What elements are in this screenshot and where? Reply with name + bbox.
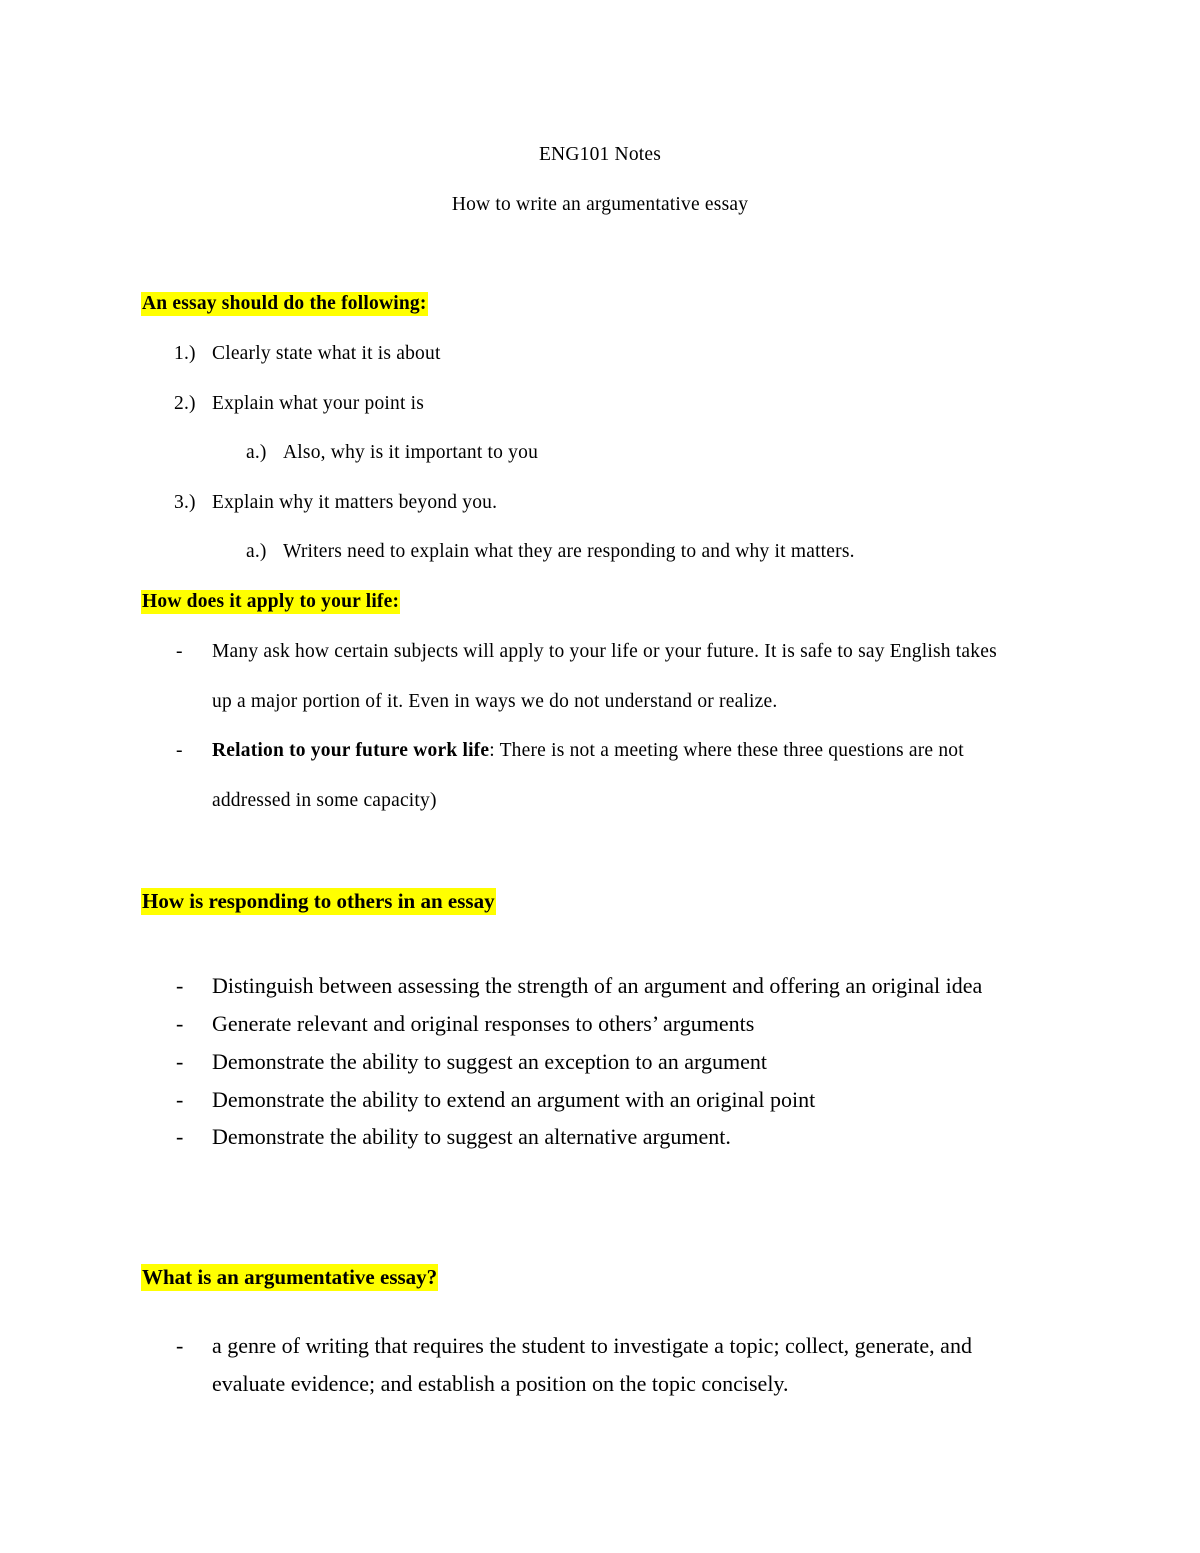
list-item: Explain what your point is bbox=[212, 393, 425, 414]
bullet-text-line: Relation to your future work life: There is not a meeting where these three questions are not bbox=[212, 740, 964, 761]
list-item: Clearly state what it is about bbox=[212, 343, 441, 364]
list-marker: 2.) bbox=[174, 393, 196, 414]
list-marker: a.) bbox=[246, 541, 267, 562]
bullet-marker: - bbox=[176, 1087, 184, 1112]
bullet-text-line: up a major portion of it. Even in ways we do not understand or realize. bbox=[212, 691, 778, 712]
list-item: Explain why it matters beyond you. bbox=[212, 492, 498, 513]
bullet-marker: - bbox=[176, 1124, 184, 1149]
list-item: Demonstrate the ability to suggest an alternative argument. bbox=[212, 1124, 731, 1149]
bold-label: Relation to your future work life bbox=[212, 740, 490, 761]
list-marker: 1.) bbox=[174, 343, 196, 364]
bullet-text-line: a genre of writing that requires the student to investigate a topic; collect, generate, and bbox=[212, 1333, 972, 1358]
bullet-marker: - bbox=[176, 740, 183, 761]
document-subtitle: How to write an argumentative essay bbox=[451, 194, 749, 215]
list-item: Generate relevant and original responses to others’ arguments bbox=[212, 1011, 755, 1036]
bullet-text-line: Many ask how certain subjects will apply to your life or your future. It is safe to say English takes bbox=[212, 641, 997, 662]
bullet-text-line: addressed in some capacity) bbox=[212, 790, 437, 811]
section-heading-definition: What is an argumentative essay? bbox=[142, 1265, 438, 1289]
document-title: ENG101 Notes bbox=[538, 144, 662, 165]
list-item: Also, why is it important to you bbox=[283, 442, 539, 463]
list-item: Demonstrate the ability to suggest an exception to an argument bbox=[212, 1049, 767, 1074]
bullet-marker: - bbox=[176, 1333, 184, 1358]
list-marker: 3.) bbox=[174, 492, 196, 513]
bullet-marker: - bbox=[176, 641, 183, 662]
section-heading-responding: How is responding to others in an essay bbox=[142, 889, 495, 913]
bullet-marker: - bbox=[176, 1011, 184, 1036]
list-marker: a.) bbox=[246, 442, 267, 463]
bullet-text-line: evaluate evidence; and establish a position on the topic concisely. bbox=[212, 1371, 789, 1396]
bullet-marker: - bbox=[176, 973, 184, 998]
list-item: Writers need to explain what they are responding to and why it matters. bbox=[283, 541, 855, 562]
section-heading-essay-requirements: An essay should do the following: bbox=[142, 293, 427, 314]
section-heading-life-application: How does it apply to your life: bbox=[142, 591, 400, 612]
bullet-marker: - bbox=[176, 1049, 184, 1074]
list-item: Distinguish between assessing the strength of an argument and offering an original idea bbox=[212, 973, 983, 998]
list-item: Demonstrate the ability to extend an argument with an original point bbox=[212, 1087, 816, 1112]
